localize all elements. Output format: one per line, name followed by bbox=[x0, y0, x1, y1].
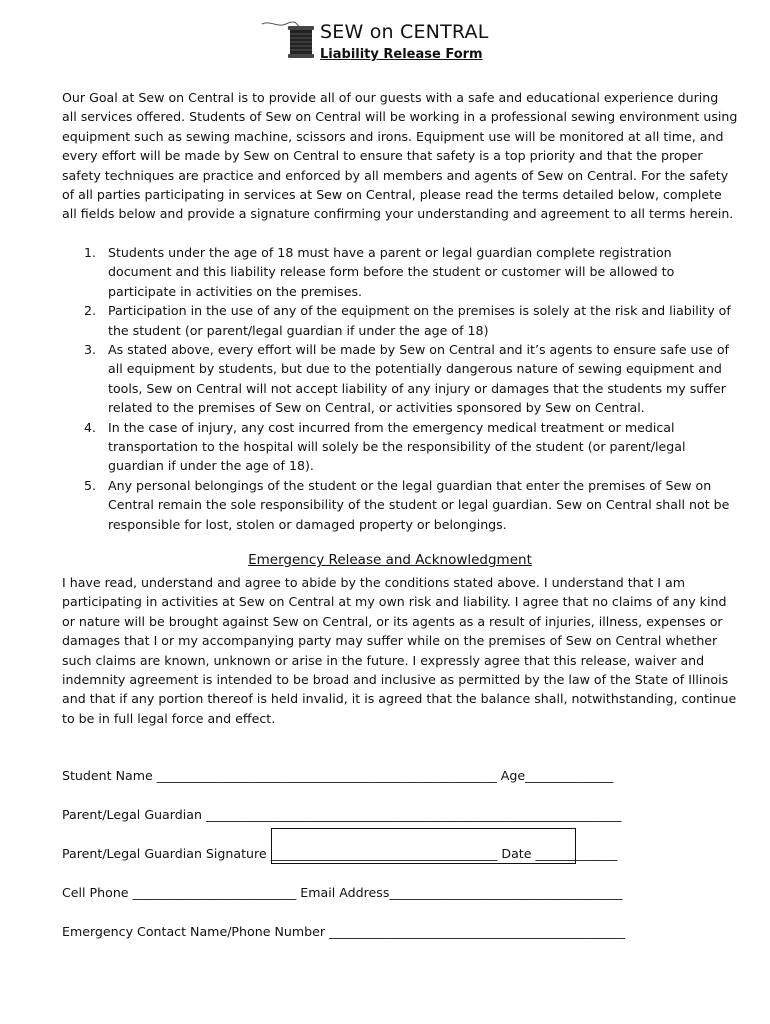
term-line: document and this liability release form before the student or customer will be allowed to bbox=[108, 264, 675, 280]
student-name-label: Student Name bbox=[62, 768, 157, 783]
thread-spool-icon bbox=[260, 18, 316, 62]
release-line: I have read, understand and agree to abide by the conditions stated above. I understand that I am bbox=[62, 575, 685, 590]
term-number: 2. bbox=[84, 303, 97, 319]
term-line: all equipment by students, but due to the potentially dangerous nature of sewing equipment and bbox=[108, 361, 722, 377]
term-line: Central remain the sole responsibility of the student or legal guardian. Sew on Central shall not be bbox=[108, 497, 730, 513]
email-label: Email Address bbox=[296, 885, 390, 900]
release-line: and that if any portion thereof is held invalid, it is agreed that the balance shall, notwithstanding, continue bbox=[62, 691, 737, 707]
release-line: or nature will be brought against Sew on Central, or its agents as a result of injuries, illness, expenses or bbox=[62, 613, 723, 629]
student-name-row bbox=[62, 768, 722, 783]
signature-label: Parent/Legal Guardian Signature bbox=[62, 846, 271, 861]
term-line: Students under the age of 18 must have a parent or legal guardian complete registration bbox=[108, 245, 672, 260]
term-item bbox=[62, 418, 722, 476]
date-field[interactable]: _____________ bbox=[535, 846, 618, 861]
cell-phone-field[interactable]: __________________________ bbox=[132, 885, 297, 900]
term-line: In the case of injury, any cost incurred from the emergency medical treatment or medical bbox=[108, 419, 675, 435]
term-line: transportation to the hospital will solely be the responsibility of the student (or parent/legal bbox=[108, 439, 686, 455]
term-line: As stated above, every effort will be made by Sew on Central and it’s agents to ensure safe use of bbox=[108, 342, 729, 358]
release-paragraph bbox=[62, 573, 737, 728]
email-field[interactable]: _____________________________________ bbox=[389, 885, 623, 900]
term-line: Any personal belongings of the student or the legal guardian that enter the premises of Sew on bbox=[108, 477, 712, 493]
term-line: the student (or parent/legal guardian if under the age of 18) bbox=[108, 322, 489, 338]
intro-line: Our Goal at Sew on Central is to provide all of our guests with a safe and educational experience during bbox=[62, 90, 719, 105]
term-line: tools, Sew on Central will not accept liability of any injury or damages that the students my suffer bbox=[108, 380, 726, 396]
form-title: Liability Release Form bbox=[320, 47, 483, 62]
term-number: 3. bbox=[84, 342, 97, 358]
release-line: indemnity agreement is intended to be broad and inclusive as permitted by the law of the State of Illinois bbox=[62, 672, 729, 688]
term-number: 4. bbox=[84, 419, 97, 435]
age-label: Age bbox=[496, 768, 526, 783]
date-label: Date bbox=[497, 846, 536, 861]
intro-line: all services offered. Students of Sew on Central will be working in a professional sewing environment using bbox=[62, 109, 738, 125]
intro-line: of all parties participating in services at Sew on Central, please read the terms detailed below, complete bbox=[62, 187, 722, 203]
release-line: to be in full legal force and effect. bbox=[62, 710, 276, 726]
term-line: responsible for lost, stolen or damaged property or belongings. bbox=[108, 516, 507, 532]
signature-field[interactable]: ____________________________________ bbox=[270, 846, 498, 861]
intro-line: all fields below and provide a signature confirming your understanding and agreement to all terms herein. bbox=[62, 206, 734, 222]
guardian-field[interactable]: __________________________________________________________________ bbox=[205, 807, 622, 822]
term-item bbox=[62, 243, 722, 301]
emergency-contact-row bbox=[62, 924, 722, 939]
term-line: participate in activities on the premises. bbox=[108, 283, 363, 299]
intro-line: every effort will be made by Sew on Central to ensure that safety is a top priority and that the proper bbox=[62, 148, 703, 164]
term-item bbox=[62, 301, 731, 340]
release-line: participating in activities at Sew on Central at my own risk and liability. I agree that no claims of any kind bbox=[62, 594, 727, 610]
cell-phone-label: Cell Phone bbox=[62, 885, 133, 900]
brand-name: SEW on CENTRAL bbox=[320, 21, 489, 43]
intro-paragraph bbox=[62, 88, 738, 224]
term-line: related to the premises of Sew on Central, or activities sponsored by Sew on Central. bbox=[108, 400, 645, 416]
form-header bbox=[256, 18, 536, 66]
emergency-contact-label: Emergency Contact Name/Phone Number bbox=[62, 924, 330, 939]
term-number: 5. bbox=[84, 477, 97, 493]
guardian-row bbox=[62, 807, 722, 822]
release-line: such claims are known, unknown or arise in the future. I expressly agree that this release, waiver and bbox=[62, 652, 705, 668]
term-item bbox=[62, 340, 729, 418]
guardian-label: Parent/Legal Guardian bbox=[62, 807, 206, 822]
term-item bbox=[62, 476, 730, 534]
intro-line: equipment such as sewing machine, scissors and irons. Equipment use will be monitored at all time, and bbox=[62, 128, 724, 144]
term-number: 1. bbox=[84, 245, 97, 260]
student-name-field[interactable]: ______________________________________________________ bbox=[156, 768, 497, 783]
signature-row bbox=[62, 846, 722, 861]
term-line: guardian if under the age of 18). bbox=[108, 458, 314, 474]
term-line: Participation in the use of any of the equipment on the premises is solely at the risk and liability of bbox=[108, 303, 731, 319]
terms-list bbox=[62, 243, 731, 534]
age-field[interactable]: ______________ bbox=[525, 768, 614, 783]
intro-line: safety techniques are practice and enforced by all members and agents of Sew on Central. For the safety bbox=[62, 167, 729, 183]
contact-row bbox=[62, 885, 722, 900]
release-section-title: Emergency Release and Acknowledgment bbox=[248, 552, 532, 568]
emergency-contact-field[interactable]: _______________________________________________ bbox=[329, 924, 625, 939]
release-line: damages that I or my accompanying party may suffer while on the premises of Sew on Central whether bbox=[62, 633, 718, 649]
